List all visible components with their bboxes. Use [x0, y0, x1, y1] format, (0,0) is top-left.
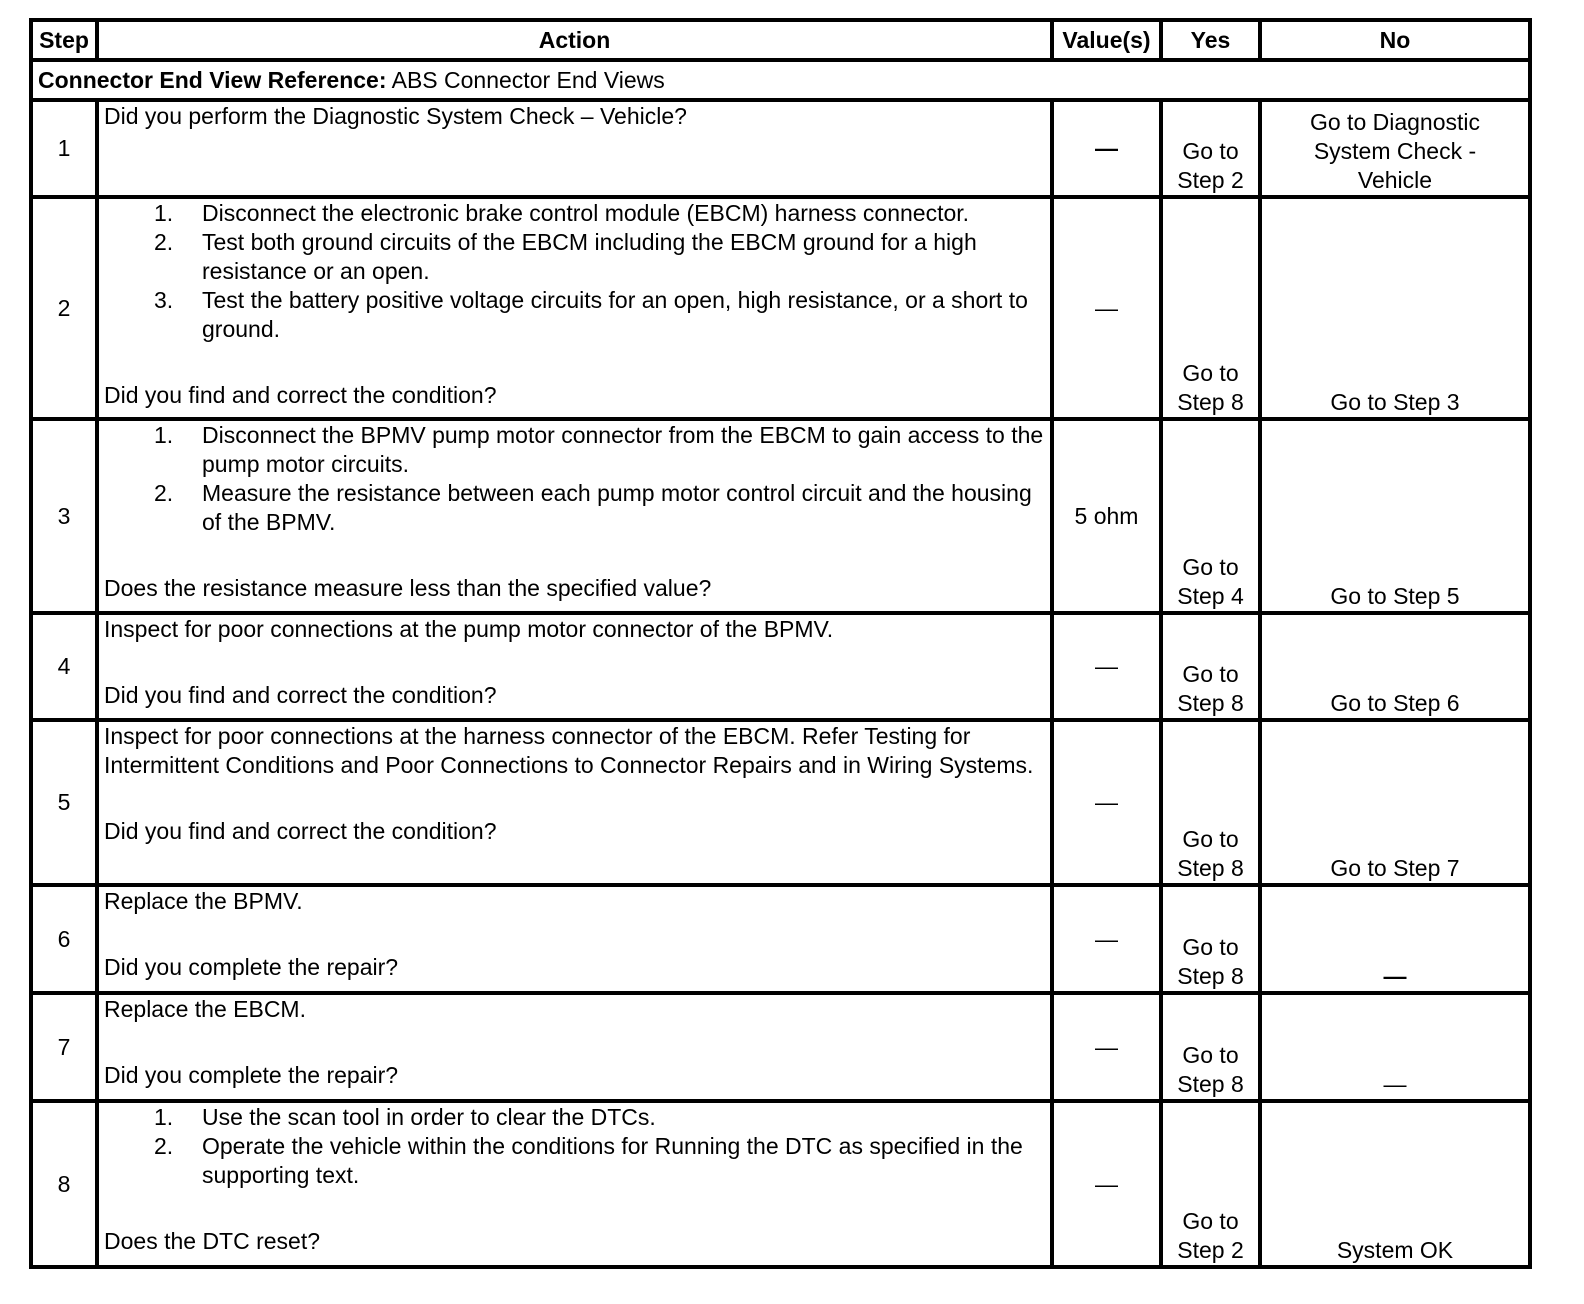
yes-cell [1161, 1101, 1260, 1267]
header-action: Action [97, 20, 1052, 60]
reference-link[interactable]: ABS Connector End Views [386, 66, 665, 93]
step-number: 4 [31, 613, 97, 720]
no-link[interactable]: Go to Step 7 [1330, 855, 1460, 881]
value-cell: — [1052, 613, 1161, 720]
no-cell [1260, 100, 1530, 197]
no-link[interactable]: Go to Step 5 [1330, 583, 1460, 609]
action-cell [97, 613, 1052, 720]
step-number: 2 [31, 197, 97, 419]
step-number: 7 [31, 993, 97, 1101]
action-cell [97, 419, 1052, 613]
action-cell [97, 197, 1052, 419]
yes-link[interactable]: Go to Step 8 [1177, 934, 1244, 989]
no-cell: — [1260, 885, 1530, 993]
table-row [31, 885, 1530, 993]
value-cell: — [1052, 993, 1161, 1101]
header-no: No [1260, 20, 1530, 60]
action-question: Did you find and correct the condition? [104, 818, 497, 844]
list-item: 1. Disconnect the BPMV pump motor connector from the EBCM to gain access to the pump motor circuits. [154, 422, 1044, 477]
list-item: 1. Use the scan tool in order to clear the DTCs. [154, 1104, 656, 1130]
action-cell [97, 885, 1052, 993]
no-cell [1260, 197, 1530, 419]
header-yes: Yes [1161, 20, 1260, 60]
yes-link[interactable]: Go to Step 8 [1177, 826, 1244, 881]
action-list [104, 199, 1045, 344]
yes-cell [1161, 993, 1260, 1101]
header-step: Step [31, 20, 97, 60]
yes-cell [1161, 613, 1260, 720]
action-text: Replace the EBCM. [104, 996, 306, 1022]
step-number: 6 [31, 885, 97, 993]
action-cell [97, 1101, 1052, 1267]
value-cell: — [1052, 885, 1161, 993]
step-number: 5 [31, 720, 97, 885]
no-link[interactable]: Go to Step 3 [1330, 389, 1460, 415]
table-row [31, 100, 1530, 197]
list-item: 3. Test the battery positive voltage circuits for an open, high resistance, or a short to ground. [154, 287, 1028, 342]
header-row [31, 20, 1530, 60]
step-number: 1 [31, 100, 97, 197]
value-cell: 5 ohm [1052, 419, 1161, 613]
yes-link[interactable]: Go to Step 2 [1177, 138, 1244, 193]
yes-cell [1161, 419, 1260, 613]
action-text: Inspect for poor connections at the harness connector of the EBCM. Refer Testing for Intermittent Conditions and Poor Connections to Connector Repairs and in Wiring Systems. [104, 723, 1034, 778]
value-cell: — [1052, 1101, 1161, 1267]
action-question: Did you find and correct the condition? [104, 382, 497, 408]
action-text: Did you perform the Diagnostic System Check – Vehicle? [104, 103, 687, 129]
table-row [31, 613, 1530, 720]
action-question: Did you complete the repair? [104, 954, 399, 980]
action-question: Does the DTC reset? [104, 1228, 321, 1254]
yes-link[interactable]: Go to Step 8 [1177, 1042, 1244, 1097]
value-cell: — [1052, 100, 1161, 197]
action-question: Does the resistance measure less than the specified value? [104, 575, 712, 601]
table-row [31, 1101, 1530, 1267]
action-cell [97, 720, 1052, 885]
action-list [104, 421, 1045, 537]
no-link[interactable]: Go to Diagnostic System Check - Vehicle [1309, 109, 1481, 193]
action-cell [97, 100, 1052, 197]
table-row [31, 197, 1530, 419]
no-cell: — [1260, 993, 1530, 1101]
step-number: 8 [31, 1101, 97, 1267]
no-link[interactable]: Go to Step 6 [1330, 690, 1460, 716]
list-item: 2. Test both ground circuits of the EBCM including the EBCM ground for a high resistance or an open. [154, 229, 977, 284]
reference-row [31, 60, 1530, 100]
yes-link[interactable]: Go to Step 4 [1177, 554, 1244, 609]
yes-cell [1161, 197, 1260, 419]
list-item: 1. Disconnect the electronic brake control module (EBCM) harness connector. [154, 200, 970, 226]
reference-label: Connector End View Reference: [38, 66, 387, 93]
no-cell [1260, 720, 1530, 885]
table-row [31, 419, 1530, 613]
action-question: Did you find and correct the condition? [104, 682, 497, 708]
yes-cell [1161, 720, 1260, 885]
no-cell: System OK [1260, 1101, 1530, 1267]
value-cell: — [1052, 197, 1161, 419]
yes-link[interactable]: Go to Step 8 [1177, 661, 1244, 716]
action-text: Replace the BPMV. [104, 888, 303, 914]
yes-link[interactable]: Go to Step 2 [1177, 1208, 1244, 1263]
action-text: Inspect for poor connections at the pump motor connector of the BPMV. [104, 616, 834, 642]
no-cell [1260, 613, 1530, 720]
header-values: Value(s) [1052, 20, 1161, 60]
table-row [31, 993, 1530, 1101]
yes-cell [1161, 885, 1260, 993]
diagnostic-table [29, 18, 1532, 1269]
yes-link[interactable]: Go to Step 8 [1177, 360, 1244, 415]
connector-reference [31, 60, 1530, 100]
list-item: 2. Measure the resistance between each pump motor control circuit and the housing of the BPMV. [154, 480, 1032, 535]
list-item: 2. Operate the vehicle within the conditions for Running the DTC as specified in the supporting text. [154, 1133, 1023, 1188]
action-question: Did you complete the repair? [104, 1062, 399, 1088]
value-cell: — [1052, 720, 1161, 885]
table-row [31, 720, 1530, 885]
no-cell [1260, 419, 1530, 613]
yes-cell [1161, 100, 1260, 197]
action-cell [97, 993, 1052, 1101]
step-number: 3 [31, 419, 97, 613]
action-list [104, 1103, 1045, 1190]
